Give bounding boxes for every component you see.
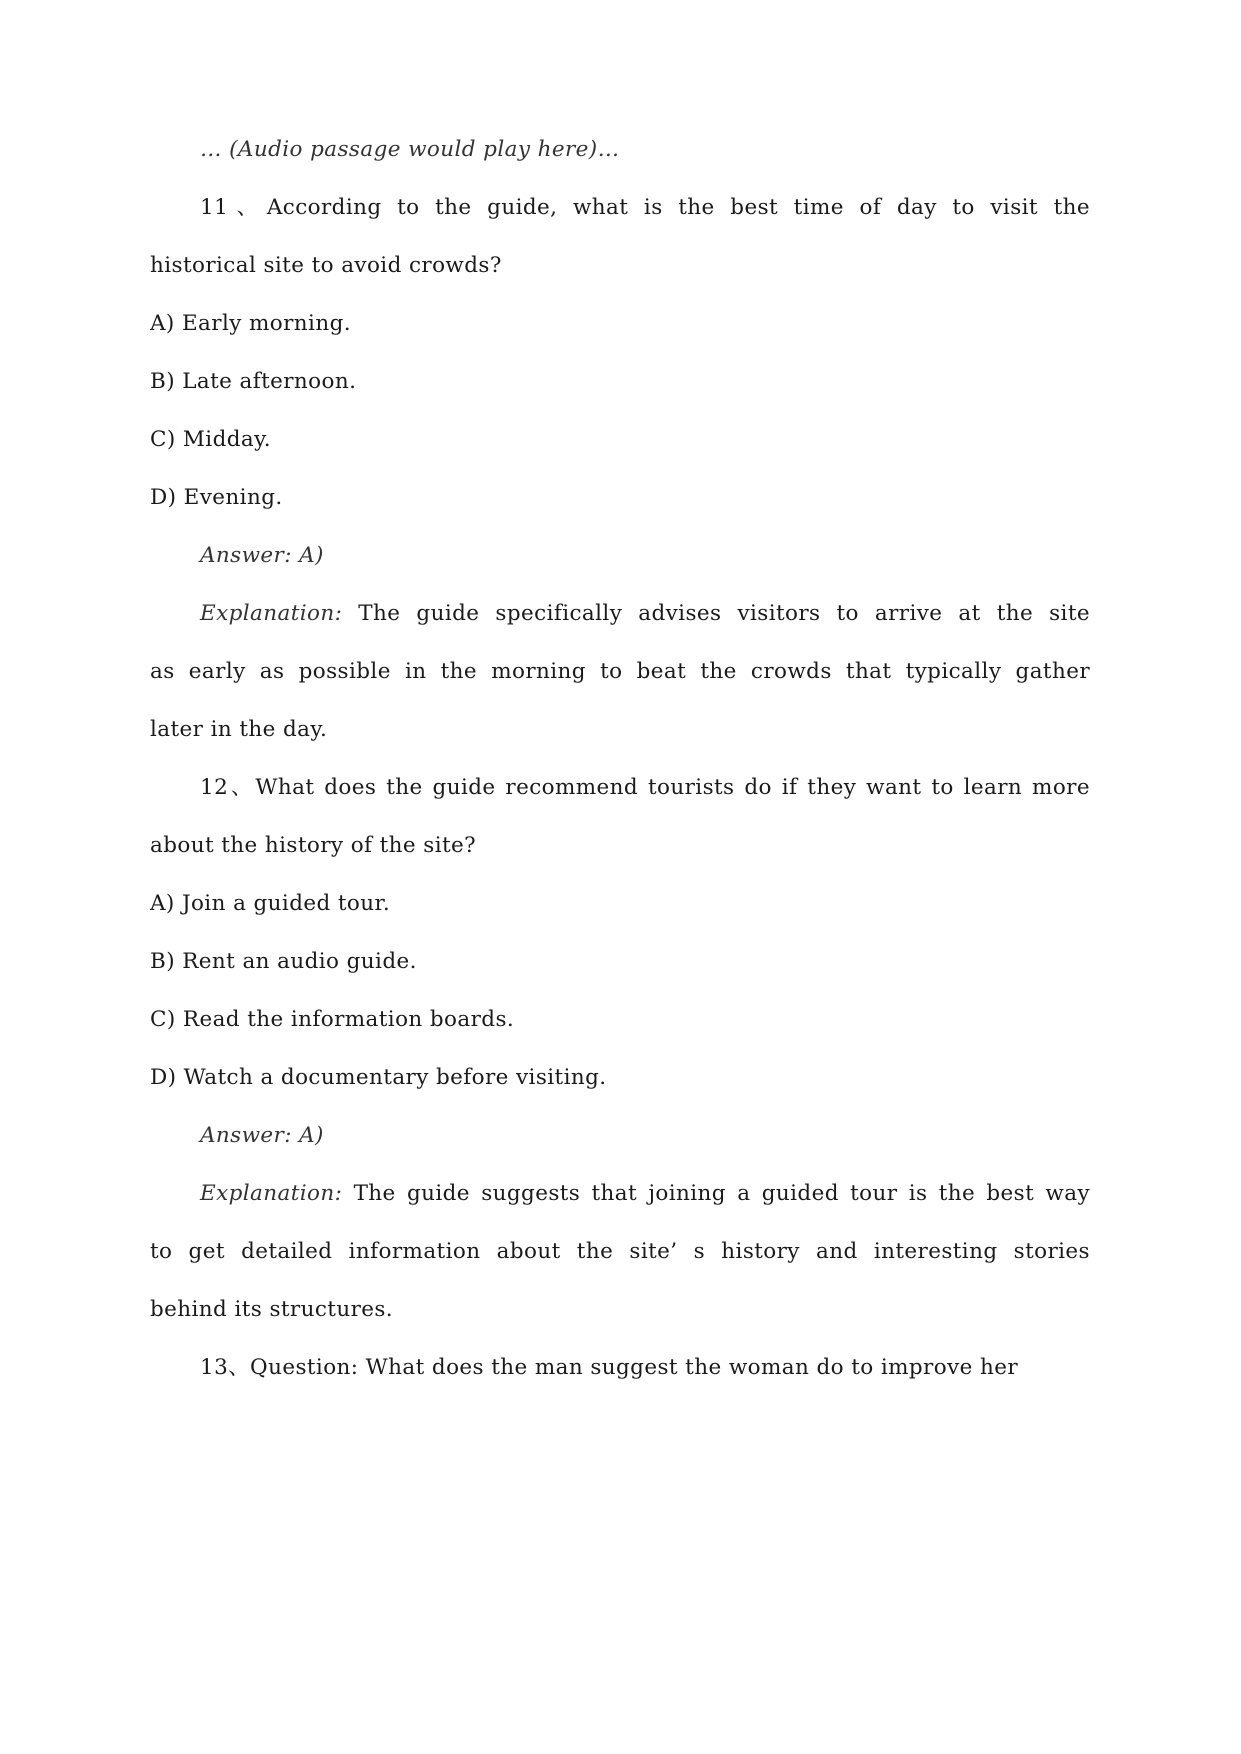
question-11-option-a: A) Early morning. (150, 311, 351, 336)
question-12-stem-line1: 12、What does the guide recommend tourists do if they want to learn more (200, 775, 1090, 800)
question-12-option-a: A) Join a guided tour. (150, 891, 391, 916)
question-12-option-c: C) Read the information boards. (150, 1007, 515, 1032)
question-11-option-b: B) Late afternoon. (150, 369, 357, 394)
question-11-option-c: C) Midday. (150, 427, 272, 452)
question-12-explanation-line2: to get detailed information about the site’ s history and interesting stories (150, 1239, 1090, 1264)
question-12-answer: Answer: A) (200, 1123, 324, 1148)
question-12-explanation-line3: behind its structures. (150, 1297, 394, 1322)
question-11-stem-line1: 11、According to the guide, what is the best time of day to visit the (200, 195, 1090, 220)
explanation-label: Explanation: (200, 1181, 343, 1206)
question-12-stem-line2: about the history of the site? (150, 833, 477, 858)
question-13-stem-line1: 13、Question: What does the man suggest the woman do to improve her (200, 1355, 1019, 1380)
audio-placeholder: … (Audio passage would play here)… (200, 137, 620, 162)
question-11-explanation-line3: later in the day. (150, 717, 328, 742)
question-12-option-d: D) Watch a documentary before visiting. (150, 1065, 607, 1090)
explanation-label: Explanation: (200, 601, 343, 626)
question-11-answer: Answer: A) (200, 543, 324, 568)
explanation-text: The guide specifically advises visitors to arrive at the site (342, 601, 1090, 626)
question-11-explanation-line1 (200, 603, 1090, 625)
question-12-explanation-line1 (200, 1183, 1090, 1205)
question-11-explanation-line2: as early as possible in the morning to beat the crowds that typically gather (150, 659, 1090, 684)
explanation-text: The guide suggests that joining a guided tour is the best way (342, 1181, 1090, 1206)
question-11-option-d: D) Evening. (150, 485, 283, 510)
question-12-option-b: B) Rent an audio guide. (150, 949, 417, 974)
document-page (150, 0, 1090, 1754)
question-11-stem-line2: historical site to avoid crowds? (150, 253, 502, 278)
